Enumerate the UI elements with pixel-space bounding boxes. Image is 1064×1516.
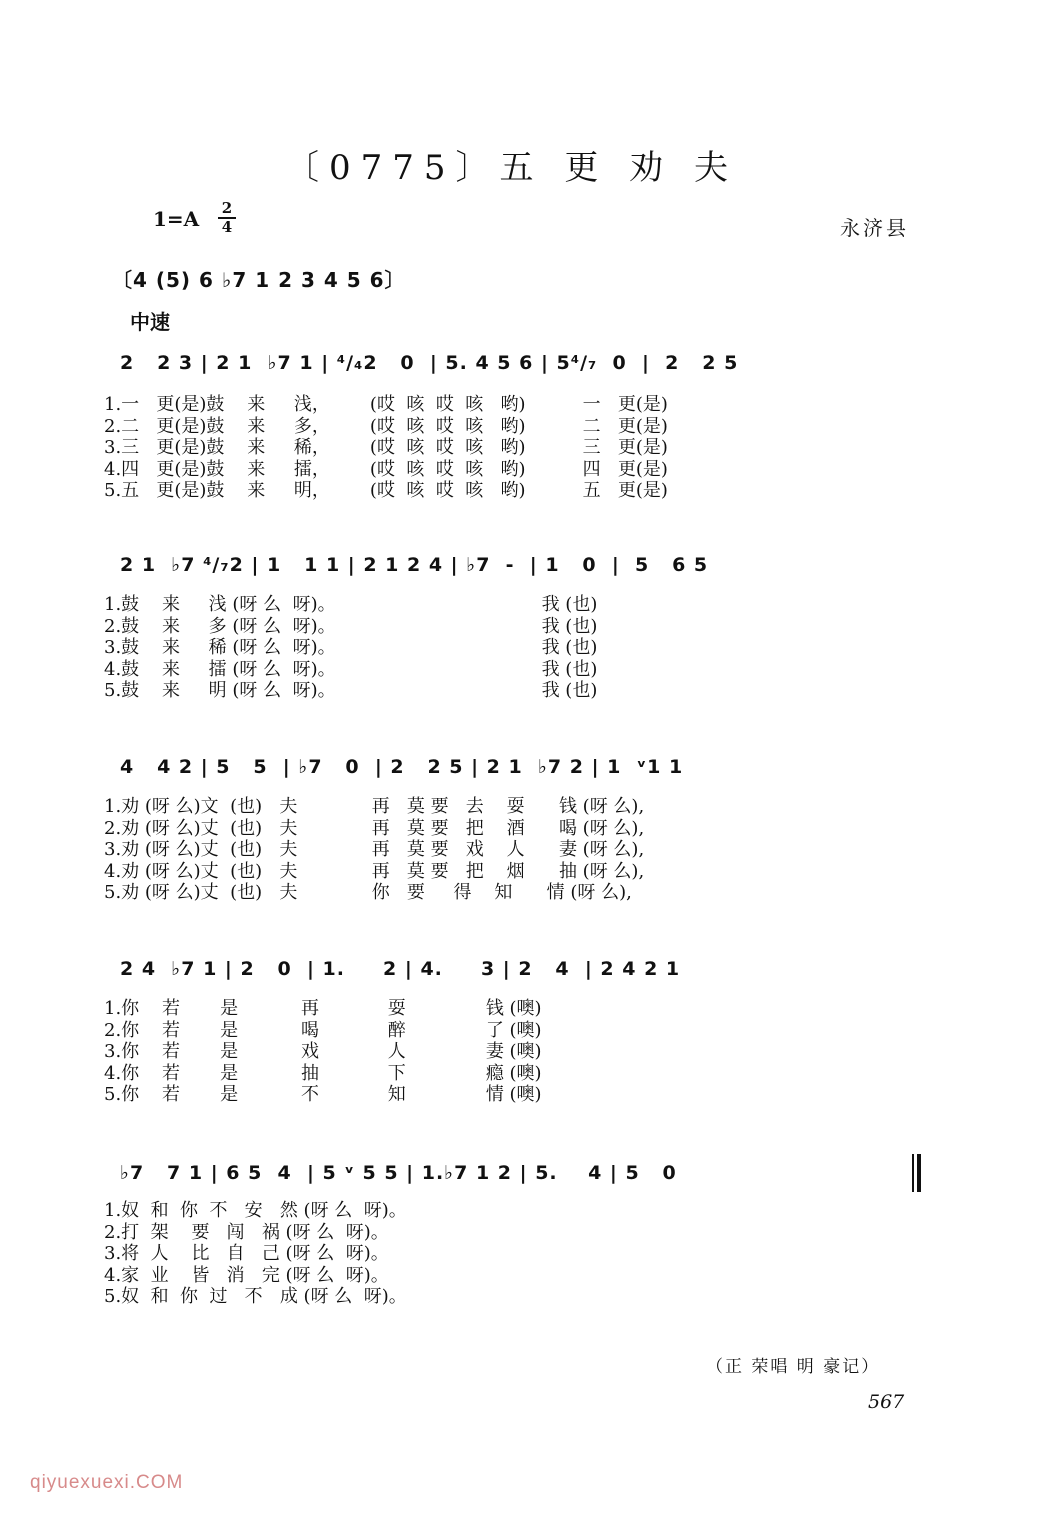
time-signature-top: 2 <box>221 199 233 217</box>
lyric-line: 5.奴 和 你 过 不 成 (呀 么 呀)。 <box>104 1286 407 1307</box>
notation-line: 4 4 2 | 5 5 | ♭7 0 | 2 2 5 | 2 1 ♭7 2 | 1 ᵛ1 1 <box>120 756 684 778</box>
lyric-line: 3.鼓 来 稀 (呀 么 呀)。 我 (也) <box>104 637 598 658</box>
lyric-line: 1.你 若 是 再 耍 钱 (噢) <box>104 998 542 1019</box>
lyric-line: 3.劝 (呀 么)丈 (也) 夫 再 莫 要 戏 人 妻 (呀 么), <box>104 839 645 860</box>
time-signature <box>218 201 236 235</box>
lyrics-block-4 <box>104 998 934 1106</box>
song-title: 〔0775〕五 更 劝 夫 <box>285 148 738 188</box>
lyric-line: 1.一 更(是)鼓 来 浅， (哎 咳 哎 咳 哟) 一 更(是) <box>104 394 668 415</box>
lyric-line: 5.五 更(是)鼓 来 明， (哎 咳 哎 咳 哟) 五 更(是) <box>104 480 668 501</box>
final-double-barline <box>912 1154 921 1192</box>
notation-line: 2 4 ♭7 1 | 2 0 | 1. 2 | 4. 3 | 2 4 | 2 4 2 1 <box>120 958 681 980</box>
lyric-line: 3.你 若 是 戏 人 妻 (噢) <box>104 1041 542 1062</box>
lyric-line: 4.你 若 是 抽 下 瘾 (噢) <box>104 1062 542 1084</box>
lyric-line: 3.将 人 比 自 己 (呀 么 呀)。 <box>104 1243 389 1264</box>
lyric-line: 2.鼓 来 多 (呀 么 呀)。 我 (也) <box>104 615 598 637</box>
notation-system-1 <box>120 344 925 384</box>
lyric-line: 2.二 更(是)鼓 来 多， (哎 咳 哎 咳 哟) 二 更(是) <box>104 415 668 437</box>
page-number: 567 <box>868 1391 905 1413</box>
time-signature-bottom: 4 <box>221 218 233 236</box>
lyric-line: 4.鼓 来 擂 (呀 么 呀)。 我 (也) <box>104 658 598 680</box>
notation-line: 2 1 ♭7 ⁴/₇2 | 1 1 1 | 2 1 2 4 | ♭7 - | 1 0 | 5 6 5 <box>120 554 709 576</box>
key-signature: 1=A <box>153 207 200 231</box>
lyric-line: 5.鼓 来 明 (呀 么 呀)。 我 (也) <box>104 680 598 701</box>
lyric-line: 1.鼓 来 浅 (呀 么 呀)。 我 (也) <box>104 594 598 615</box>
lyric-line: 2.打 架 要 闯 祸 (呀 么 呀)。 <box>104 1221 389 1243</box>
lyrics-block-5 <box>104 1200 934 1308</box>
credit-line: （正 荣唱 明 豪记） <box>706 1357 881 1377</box>
lyric-line: 4.家 业 皆 消 完 (呀 么 呀)。 <box>104 1264 389 1286</box>
lyric-line: 1.劝 (呀 么)文 (也) 夫 再 莫 要 去 耍 钱 (呀 么), <box>104 796 645 817</box>
lyric-line: 2.你 若 是 喝 醉 了 (噢) <box>104 1019 542 1041</box>
lyric-line: 1.奴 和 你 不 安 然 (呀 么 呀)。 <box>104 1200 407 1221</box>
lyric-line: 4.劝 (呀 么)丈 (也) 夫 再 莫 要 把 烟 抽 (呀 么), <box>104 860 645 882</box>
lyric-line: 2.劝 (呀 么)丈 (也) 夫 再 莫 要 把 酒 喝 (呀 么), <box>104 817 645 839</box>
lyric-line: 5.劝 (呀 么)丈 (也) 夫 你 要 得 知 情 (呀 么), <box>104 882 632 903</box>
notation-line: 2 2 3 | 2 1 ♭7 1 | ⁴/₄2 0 | 5. 4 5 6 | 5⁴/₇ 0 | 2 2 5 <box>120 352 739 374</box>
origin-label: 永济县 <box>840 216 909 240</box>
lyric-line: 3.三 更(是)鼓 来 稀， (哎 咳 哎 咳 哟) 三 更(是) <box>104 437 668 458</box>
notation-system-5 <box>120 1154 925 1194</box>
tempo-marking: 中速 <box>130 310 170 334</box>
lyrics-block-1 <box>104 394 934 502</box>
notation-system-3 <box>120 748 925 788</box>
notation-line: ♭7 7 1 | 6 5 4 | 5 ᵛ 5 5 | 1.♭7 1 2 | 5. 4 | 5 0 <box>120 1162 677 1184</box>
notation-system-2 <box>120 546 925 586</box>
site-watermark: qiyuexuexi.COM <box>30 1472 184 1493</box>
lyric-line: 5.你 若 是 不 知 情 (噢) <box>104 1084 542 1105</box>
notation-system-4 <box>120 950 925 990</box>
vocal-range: 〔4 (5) 6 ♭7 1 2 3 4 5 6〕 <box>112 268 406 292</box>
lyrics-block-3 <box>104 796 934 904</box>
lyric-line: 4.四 更(是)鼓 来 擂， (哎 咳 哎 咳 哟) 四 更(是) <box>104 458 668 480</box>
lyrics-block-2 <box>104 594 934 702</box>
